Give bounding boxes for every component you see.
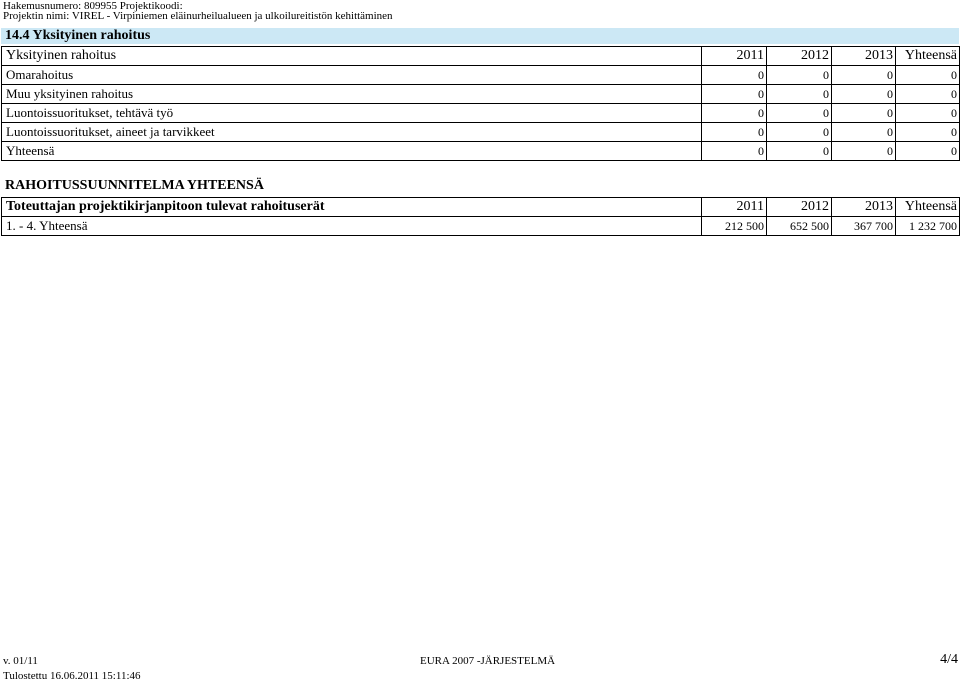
footer-version: v. 01/11 — [3, 655, 38, 667]
cell-2012: 0 — [767, 123, 832, 142]
cell-2013: 0 — [832, 123, 896, 142]
cell-2011: 0 — [702, 104, 767, 123]
section-title: 14.4 Yksityinen rahoitus — [1, 28, 959, 44]
column-header-2013: 2013 — [832, 198, 896, 217]
table-total-row — [2, 217, 960, 236]
column-header-label: Yksityinen rahoitus — [2, 47, 702, 66]
row-label: Yhteensä — [2, 142, 702, 161]
cell-2013: 0 — [832, 104, 896, 123]
application-number: Hakemusnumero: 809955 Projektikoodi: — [3, 0, 183, 12]
cell-2012: 0 — [767, 104, 832, 123]
page-number: 4/4 — [940, 652, 958, 667]
column-header-total: Yhteensä — [896, 47, 960, 66]
cell-2011: 0 — [702, 142, 767, 161]
column-header-2012: 2012 — [767, 198, 832, 217]
column-header-2011: 2011 — [702, 47, 767, 66]
table-total-row — [2, 142, 960, 161]
cell-total: 0 — [896, 66, 960, 85]
cell-2012: 652 500 — [767, 217, 832, 236]
cell-2011: 0 — [702, 66, 767, 85]
table-header-row — [2, 198, 960, 217]
cell-2013: 367 700 — [832, 217, 896, 236]
row-label: Luontoissuoritukset, aineet ja tarvikkeet — [2, 123, 702, 142]
footer-system-name: EURA 2007 -JÄRJESTELMÄ — [420, 655, 556, 667]
cell-total: 0 — [896, 142, 960, 161]
table-row — [2, 123, 960, 142]
print-timestamp: Tulostettu 16.06.2011 15:11:46 — [3, 670, 141, 682]
project-name: Projektin nimi: VIREL - Virpiniemen eläinurheilualueen ja ulkoilureitistön kehittäminen — [3, 10, 393, 22]
funding-plan-title: RAHOITUSSUUNNITELMA YHTEENSÄ — [5, 178, 264, 193]
row-label: 1. - 4. Yhteensä — [2, 217, 702, 236]
cell-2013: 0 — [832, 142, 896, 161]
row-label: Muu yksityinen rahoitus — [2, 85, 702, 104]
column-header-2011: 2011 — [702, 198, 767, 217]
funding-plan-table — [1, 197, 960, 236]
cell-2011: 212 500 — [702, 217, 767, 236]
table-row — [2, 66, 960, 85]
column-header-total: Yhteensä — [896, 198, 960, 217]
row-label: Omarahoitus — [2, 66, 702, 85]
table-header-row — [2, 47, 960, 66]
cell-total: 0 — [896, 85, 960, 104]
cell-total: 1 232 700 — [896, 217, 960, 236]
table-row — [2, 104, 960, 123]
cell-2011: 0 — [702, 123, 767, 142]
row-label: Luontoissuoritukset, tehtävä työ — [2, 104, 702, 123]
column-header-2013: 2013 — [832, 47, 896, 66]
cell-2011: 0 — [702, 85, 767, 104]
column-header-label: Toteuttajan projektikirjanpitoon tulevat rahoituserät — [2, 198, 702, 217]
cell-2013: 0 — [832, 66, 896, 85]
table-row — [2, 85, 960, 104]
cell-total: 0 — [896, 104, 960, 123]
cell-2013: 0 — [832, 85, 896, 104]
private-funding-table — [1, 46, 960, 161]
column-header-2012: 2012 — [767, 47, 832, 66]
cell-2012: 0 — [767, 85, 832, 104]
cell-total: 0 — [896, 123, 960, 142]
cell-2012: 0 — [767, 66, 832, 85]
cell-2012: 0 — [767, 142, 832, 161]
